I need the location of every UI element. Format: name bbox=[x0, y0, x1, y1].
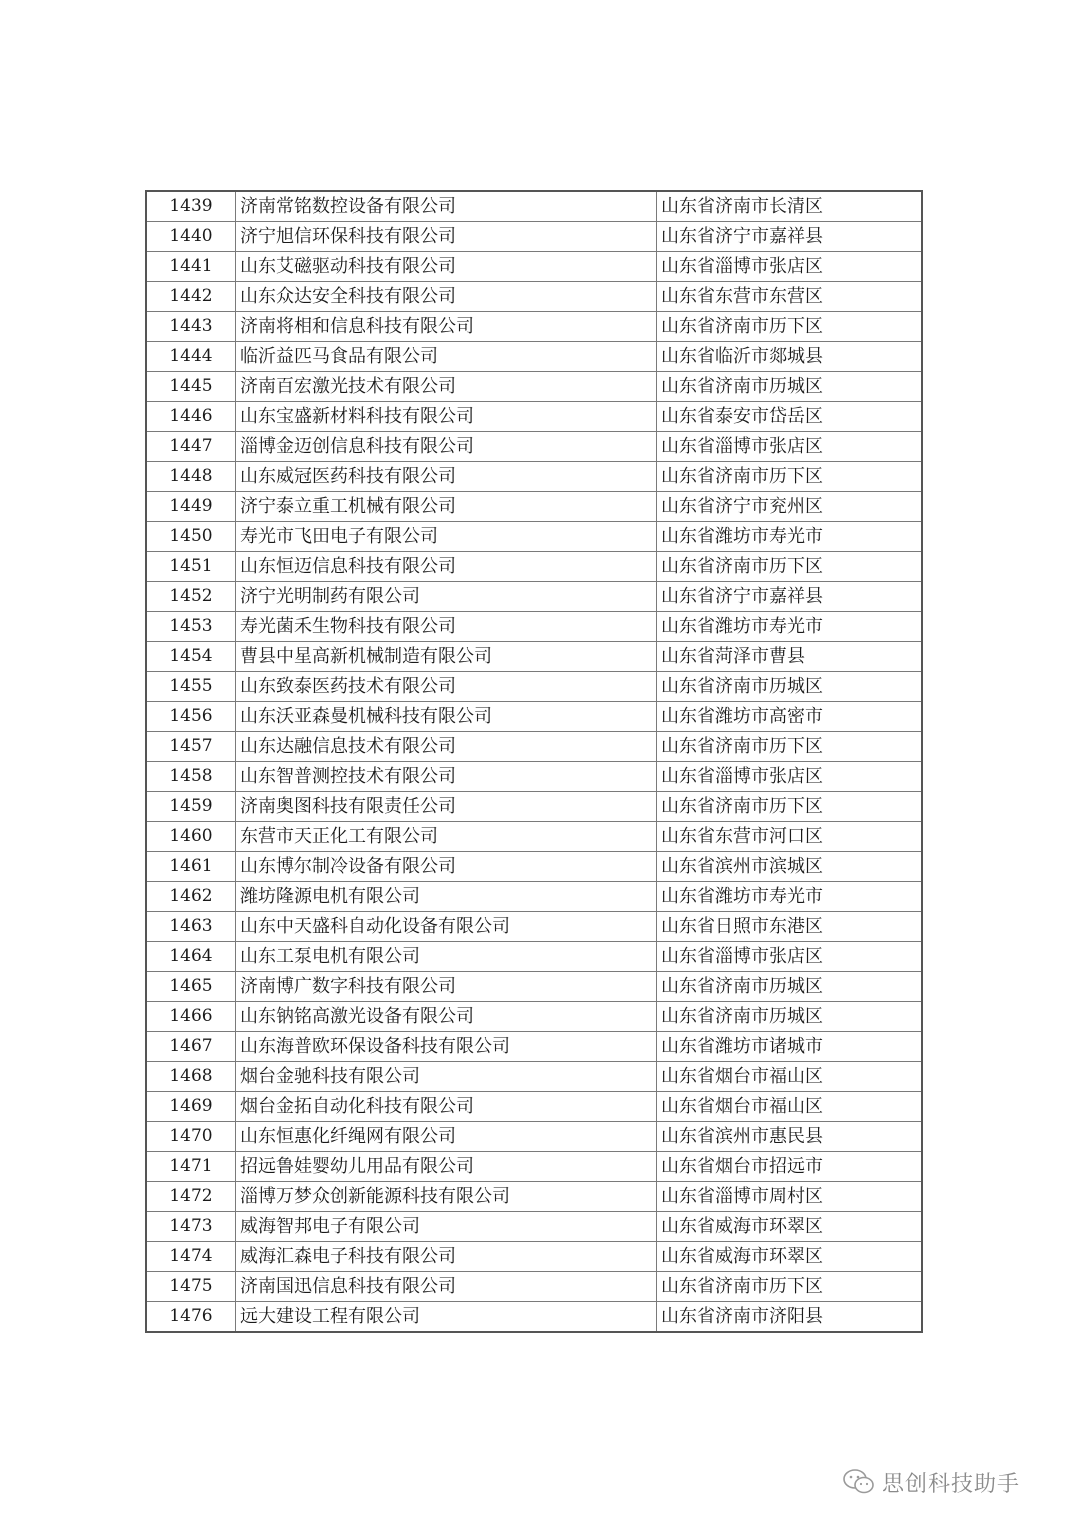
row-number-cell: 1465 bbox=[146, 972, 236, 1002]
location-cell: 山东省淄博市周村区 bbox=[657, 1182, 923, 1212]
location-cell: 山东省济宁市嘉祥县 bbox=[657, 582, 923, 612]
company-name-cell: 山东宝盛新材料科技有限公司 bbox=[236, 402, 657, 432]
company-name-cell: 山东众达安全科技有限公司 bbox=[236, 282, 657, 312]
row-number-cell: 1458 bbox=[146, 762, 236, 792]
location-cell: 山东省临沂市郯城县 bbox=[657, 342, 923, 372]
row-number-cell: 1474 bbox=[146, 1242, 236, 1272]
table-row bbox=[146, 1242, 922, 1272]
table-row bbox=[146, 552, 922, 582]
company-name-cell: 济南百宏激光技术有限公司 bbox=[236, 372, 657, 402]
company-name-cell: 济南奥图科技有限责任公司 bbox=[236, 792, 657, 822]
company-name-cell: 招远鲁娃婴幼儿用品有限公司 bbox=[236, 1152, 657, 1182]
table-row bbox=[146, 792, 922, 822]
company-name-cell: 威海汇森电子科技有限公司 bbox=[236, 1242, 657, 1272]
company-name-cell: 济南国迅信息科技有限公司 bbox=[236, 1272, 657, 1302]
company-name-cell: 烟台金拓自动化科技有限公司 bbox=[236, 1092, 657, 1122]
table-row bbox=[146, 852, 922, 882]
company-name-cell: 潍坊隆源电机有限公司 bbox=[236, 882, 657, 912]
row-number-cell: 1444 bbox=[146, 342, 236, 372]
company-name-cell: 山东沃亚森曼机械科技有限公司 bbox=[236, 702, 657, 732]
row-number-cell: 1451 bbox=[146, 552, 236, 582]
row-number-cell: 1470 bbox=[146, 1122, 236, 1152]
row-number-cell: 1441 bbox=[146, 252, 236, 282]
table-row bbox=[146, 942, 922, 972]
table-row bbox=[146, 432, 922, 462]
company-name-cell: 山东威冠医药科技有限公司 bbox=[236, 462, 657, 492]
table-row bbox=[146, 252, 922, 282]
table-row bbox=[146, 822, 922, 852]
location-cell: 山东省烟台市福山区 bbox=[657, 1062, 923, 1092]
row-number-cell: 1476 bbox=[146, 1302, 236, 1333]
table-row bbox=[146, 1152, 922, 1182]
company-name-cell: 山东钠铭高激光设备有限公司 bbox=[236, 1002, 657, 1032]
location-cell: 山东省潍坊市寿光市 bbox=[657, 882, 923, 912]
table-row bbox=[146, 1122, 922, 1152]
table-row bbox=[146, 372, 922, 402]
location-cell: 山东省济南市历城区 bbox=[657, 372, 923, 402]
table-row bbox=[146, 972, 922, 1002]
company-name-cell: 淄博万梦众创新能源科技有限公司 bbox=[236, 1182, 657, 1212]
row-number-cell: 1469 bbox=[146, 1092, 236, 1122]
row-number-cell: 1462 bbox=[146, 882, 236, 912]
table-row bbox=[146, 912, 922, 942]
table-row bbox=[146, 1272, 922, 1302]
location-cell: 山东省日照市东港区 bbox=[657, 912, 923, 942]
row-number-cell: 1473 bbox=[146, 1212, 236, 1242]
table-row bbox=[146, 492, 922, 522]
row-number-cell: 1453 bbox=[146, 612, 236, 642]
company-name-cell: 山东达融信息技术有限公司 bbox=[236, 732, 657, 762]
company-name-cell: 山东致泰医药技术有限公司 bbox=[236, 672, 657, 702]
row-number-cell: 1455 bbox=[146, 672, 236, 702]
location-cell: 山东省济南市历下区 bbox=[657, 732, 923, 762]
row-number-cell: 1466 bbox=[146, 1002, 236, 1032]
company-name-cell: 威海智邦电子有限公司 bbox=[236, 1212, 657, 1242]
company-list-table bbox=[145, 190, 923, 1333]
wechat-icon bbox=[842, 1467, 876, 1497]
location-cell: 山东省济南市历下区 bbox=[657, 792, 923, 822]
row-number-cell: 1463 bbox=[146, 912, 236, 942]
location-cell: 山东省潍坊市诸城市 bbox=[657, 1032, 923, 1062]
company-name-cell: 远大建设工程有限公司 bbox=[236, 1302, 657, 1333]
company-name-cell: 山东工泵电机有限公司 bbox=[236, 942, 657, 972]
location-cell: 山东省烟台市福山区 bbox=[657, 1092, 923, 1122]
row-number-cell: 1468 bbox=[146, 1062, 236, 1092]
row-number-cell: 1460 bbox=[146, 822, 236, 852]
table-row bbox=[146, 191, 922, 222]
row-number-cell: 1440 bbox=[146, 222, 236, 252]
location-cell: 山东省济南市长清区 bbox=[657, 191, 923, 222]
table-row bbox=[146, 642, 922, 672]
company-name-cell: 山东中天盛科自动化设备有限公司 bbox=[236, 912, 657, 942]
table-row bbox=[146, 1032, 922, 1062]
table-row bbox=[146, 702, 922, 732]
location-cell: 山东省淄博市张店区 bbox=[657, 432, 923, 462]
location-cell: 山东省滨州市滨城区 bbox=[657, 852, 923, 882]
location-cell: 山东省滨州市惠民县 bbox=[657, 1122, 923, 1152]
row-number-cell: 1461 bbox=[146, 852, 236, 882]
table-row bbox=[146, 522, 922, 552]
company-name-cell: 山东恒惠化纤绳网有限公司 bbox=[236, 1122, 657, 1152]
company-name-cell: 山东海普欧环保设备科技有限公司 bbox=[236, 1032, 657, 1062]
location-cell: 山东省济宁市嘉祥县 bbox=[657, 222, 923, 252]
company-name-cell: 济南常铭数控设备有限公司 bbox=[236, 191, 657, 222]
row-number-cell: 1448 bbox=[146, 462, 236, 492]
table-row bbox=[146, 762, 922, 792]
location-cell: 山东省淄博市张店区 bbox=[657, 252, 923, 282]
company-name-cell: 山东智普测控技术有限公司 bbox=[236, 762, 657, 792]
row-number-cell: 1443 bbox=[146, 312, 236, 342]
company-name-cell: 山东恒迈信息科技有限公司 bbox=[236, 552, 657, 582]
row-number-cell: 1457 bbox=[146, 732, 236, 762]
table-row bbox=[146, 342, 922, 372]
company-name-cell: 山东艾磁驱动科技有限公司 bbox=[236, 252, 657, 282]
location-cell: 山东省淄博市张店区 bbox=[657, 942, 923, 972]
table-row bbox=[146, 732, 922, 762]
row-number-cell: 1471 bbox=[146, 1152, 236, 1182]
location-cell: 山东省威海市环翠区 bbox=[657, 1242, 923, 1272]
location-cell: 山东省泰安市岱岳区 bbox=[657, 402, 923, 432]
table-row bbox=[146, 402, 922, 432]
table-row bbox=[146, 222, 922, 252]
location-cell: 山东省淄博市张店区 bbox=[657, 762, 923, 792]
watermark bbox=[842, 1462, 1020, 1502]
location-cell: 山东省济南市历城区 bbox=[657, 972, 923, 1002]
table-body bbox=[146, 191, 922, 1332]
table-row bbox=[146, 582, 922, 612]
company-name-cell: 烟台金驰科技有限公司 bbox=[236, 1062, 657, 1092]
row-number-cell: 1456 bbox=[146, 702, 236, 732]
row-number-cell: 1475 bbox=[146, 1272, 236, 1302]
company-name-cell: 寿光市飞田电子有限公司 bbox=[236, 522, 657, 552]
row-number-cell: 1454 bbox=[146, 642, 236, 672]
table-row bbox=[146, 282, 922, 312]
company-name-cell: 寿光菌禾生物科技有限公司 bbox=[236, 612, 657, 642]
company-name-cell: 临沂益匹马食品有限公司 bbox=[236, 342, 657, 372]
table-row bbox=[146, 612, 922, 642]
row-number-cell: 1446 bbox=[146, 402, 236, 432]
watermark-text: 思创科技助手 bbox=[882, 1471, 1021, 1497]
company-name-cell: 东营市天正化工有限公司 bbox=[236, 822, 657, 852]
table-row bbox=[146, 1002, 922, 1032]
company-name-cell: 山东博尔制冷设备有限公司 bbox=[236, 852, 657, 882]
company-name-cell: 淄博金迈创信息科技有限公司 bbox=[236, 432, 657, 462]
company-name-cell: 济南博广数字科技有限公司 bbox=[236, 972, 657, 1002]
table-row bbox=[146, 882, 922, 912]
location-cell: 山东省威海市环翠区 bbox=[657, 1212, 923, 1242]
row-number-cell: 1442 bbox=[146, 282, 236, 312]
table-row bbox=[146, 672, 922, 702]
row-number-cell: 1464 bbox=[146, 942, 236, 972]
location-cell: 山东省东营市东营区 bbox=[657, 282, 923, 312]
location-cell: 山东省菏泽市曹县 bbox=[657, 642, 923, 672]
location-cell: 山东省济南市历城区 bbox=[657, 672, 923, 702]
row-number-cell: 1467 bbox=[146, 1032, 236, 1062]
row-number-cell: 1447 bbox=[146, 432, 236, 462]
table-row bbox=[146, 312, 922, 342]
location-cell: 山东省东营市河口区 bbox=[657, 822, 923, 852]
company-name-cell: 济宁泰立重工机械有限公司 bbox=[236, 492, 657, 522]
table-row bbox=[146, 462, 922, 492]
row-number-cell: 1445 bbox=[146, 372, 236, 402]
location-cell: 山东省潍坊市高密市 bbox=[657, 702, 923, 732]
location-cell: 山东省济南市历下区 bbox=[657, 312, 923, 342]
location-cell: 山东省济南市历城区 bbox=[657, 1002, 923, 1032]
table-row bbox=[146, 1212, 922, 1242]
table-row bbox=[146, 1092, 922, 1122]
row-number-cell: 1439 bbox=[146, 191, 236, 222]
row-number-cell: 1450 bbox=[146, 522, 236, 552]
location-cell: 山东省济宁市兖州区 bbox=[657, 492, 923, 522]
location-cell: 山东省烟台市招远市 bbox=[657, 1152, 923, 1182]
location-cell: 山东省济南市历下区 bbox=[657, 462, 923, 492]
company-name-cell: 济南将相和信息科技有限公司 bbox=[236, 312, 657, 342]
table-row bbox=[146, 1062, 922, 1092]
company-name-cell: 济宁光明制药有限公司 bbox=[236, 582, 657, 612]
row-number-cell: 1449 bbox=[146, 492, 236, 522]
location-cell: 山东省潍坊市寿光市 bbox=[657, 522, 923, 552]
location-cell: 山东省潍坊市寿光市 bbox=[657, 612, 923, 642]
location-cell: 山东省济南市历下区 bbox=[657, 1272, 923, 1302]
location-cell: 山东省济南市济阳县 bbox=[657, 1302, 923, 1333]
location-cell: 山东省济南市历下区 bbox=[657, 552, 923, 582]
table-row bbox=[146, 1182, 922, 1212]
company-name-cell: 济宁旭信环保科技有限公司 bbox=[236, 222, 657, 252]
row-number-cell: 1472 bbox=[146, 1182, 236, 1212]
row-number-cell: 1459 bbox=[146, 792, 236, 822]
row-number-cell: 1452 bbox=[146, 582, 236, 612]
table-row bbox=[146, 1302, 922, 1333]
company-name-cell: 曹县中星高新机械制造有限公司 bbox=[236, 642, 657, 672]
